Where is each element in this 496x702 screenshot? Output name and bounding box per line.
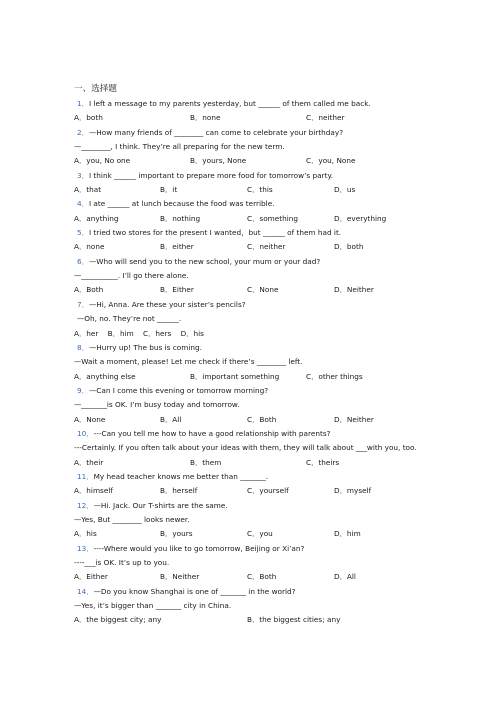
option-b: B．either <box>160 242 194 252</box>
option-d: D．Neither <box>334 285 374 295</box>
question-number: 9． <box>77 385 89 395</box>
option-d: D．Neither <box>334 414 374 424</box>
options-row <box>74 183 484 197</box>
question-number: 4． <box>77 199 89 209</box>
question-number: 1． <box>77 99 89 108</box>
question-text: I think ______ important to prepare more food for tomorrow’s party. <box>88 170 334 180</box>
option-b: B．none <box>190 113 221 123</box>
question-2 <box>74 126 484 140</box>
options-row <box>74 413 484 427</box>
option-a: A．both <box>74 113 103 123</box>
question-1 <box>74 97 484 111</box>
question-text: —Hi, Anna. Are these your sister’s pencils? <box>88 299 246 309</box>
section-title: 一、选择题 <box>74 84 117 94</box>
option-b: B．important something <box>190 371 280 381</box>
question-line: —Yes, But ________ looks newer. <box>74 514 190 524</box>
options-row <box>74 240 484 254</box>
options-row <box>74 154 484 168</box>
option-c: C．theirs <box>306 457 340 467</box>
option-a: A．Either <box>74 572 108 582</box>
options-row <box>74 212 484 226</box>
question-line: —__________. I’ll go there alone. <box>74 271 189 281</box>
options-row: A．her B．him C．hers D．his <box>74 328 204 338</box>
question-text: —Hurry up! The bus is coming. <box>88 342 202 352</box>
question-line: —Wait a moment, please! Let me check if there’s ________ left. <box>74 357 303 367</box>
option-d: D．him <box>334 529 361 539</box>
option-a: A．the biggest city; any <box>74 615 162 625</box>
question-number: 12． <box>77 500 94 510</box>
option-a: A．himself <box>74 486 113 496</box>
question-text: I left a message to my parents yesterday, but ______ of them called me back. <box>88 99 371 108</box>
question-8 <box>74 341 484 355</box>
options-row <box>74 283 484 297</box>
option-a: A．his <box>74 529 97 539</box>
options-row <box>74 456 484 470</box>
question-number: 5． <box>77 228 89 238</box>
options-row <box>74 484 484 498</box>
option-d: D．myself <box>334 486 372 496</box>
question-number: 11． <box>77 471 94 481</box>
option-b: B．Either <box>160 285 194 295</box>
option-b: B．the biggest cities; any <box>247 615 341 625</box>
question-number: 2． <box>77 127 89 137</box>
question-12 <box>74 499 484 513</box>
option-c: C．you <box>247 529 273 539</box>
option-a: A．you, No one <box>74 156 131 166</box>
question-7 <box>74 298 484 312</box>
question-line: ----___is OK. It’s up to you. <box>74 558 170 567</box>
options-row <box>74 570 484 584</box>
option-a: A．their <box>74 457 104 467</box>
question-number: 8． <box>77 342 89 352</box>
option-d: D．everything <box>334 213 387 223</box>
option-c: C．neither <box>247 242 286 252</box>
option-a: A．Both <box>74 285 104 295</box>
option-a: A．none <box>74 242 105 252</box>
question-number: 14． <box>77 586 94 596</box>
question-text: —How many friends of ________ can come to celebrate your birthday? <box>88 127 344 137</box>
question-6 <box>74 255 484 269</box>
question-number: 3． <box>77 170 89 180</box>
question-line: —Yes, it’s bigger than _______ city in China. <box>74 601 232 611</box>
question-text: —Hi. Jack. Our T-shirts are the same. <box>93 500 228 510</box>
option-a: A．anything else <box>74 371 136 381</box>
question-line: —Oh, no. They’re not ______. <box>77 314 182 324</box>
options-row <box>74 613 484 627</box>
option-b: B．herself <box>160 486 198 496</box>
question-number: 13． <box>77 543 94 553</box>
option-c: C．yourself <box>247 486 289 496</box>
question-9 <box>74 384 484 398</box>
question-text: ---Can you tell me how to have a good relationship with parents? <box>93 428 331 438</box>
options-row <box>74 111 484 125</box>
question-line: —________, I think. They’re all preparing for the new term. <box>74 142 285 152</box>
option-c: C．neither <box>306 113 345 123</box>
question-line: —_______is OK. I’m busy today and tomorrow. <box>74 400 240 410</box>
question-14 <box>74 585 484 599</box>
option-b: B．yours <box>160 529 193 539</box>
question-number: 10． <box>77 428 94 438</box>
question-4 <box>74 197 484 211</box>
worksheet <box>74 82 484 628</box>
question-text: —Can I come this evening or tomorrow morning? <box>88 385 269 395</box>
question-number: 6． <box>77 256 89 266</box>
option-c: C．other things <box>306 371 363 381</box>
option-d: D．All <box>334 572 356 582</box>
options-row <box>74 527 484 541</box>
question-text: ----Where would you like to go tomorrow, Beijing or Xi’an? <box>93 543 305 553</box>
option-b: B．yours, None <box>190 156 247 166</box>
question-11 <box>74 470 484 484</box>
question-text: —Do you know Shanghai is one of _______ in the world? <box>93 586 296 596</box>
option-d: D．both <box>334 242 364 252</box>
question-text: I ate ______ at lunch because the food was terrible. <box>88 199 275 209</box>
option-b: B．nothing <box>160 213 201 223</box>
question-10 <box>74 427 484 441</box>
option-b: B．Neither <box>160 572 200 582</box>
question-13 <box>74 542 484 556</box>
option-c: C．you, None <box>306 156 356 166</box>
option-c: C．something <box>247 213 299 223</box>
question-line: ---Certainly. If you often talk about your ideas with them, they will talk about ___with you, too. <box>74 443 417 453</box>
question-number: 7． <box>77 299 89 309</box>
question-3 <box>74 169 484 183</box>
question-5 <box>74 226 484 240</box>
option-c: C．Both <box>247 414 277 424</box>
option-b: B．them <box>190 457 222 467</box>
option-a: A．that <box>74 185 102 195</box>
question-text: I tried two stores for the present I wanted，but ______ of them had it. <box>88 228 342 238</box>
option-d: D．us <box>334 185 356 195</box>
question-text: —Who will send you to the new school, your mum or your dad? <box>88 256 321 266</box>
option-c: C．None <box>247 285 279 295</box>
option-b: B．All <box>160 414 182 424</box>
option-b: B．it <box>160 185 178 195</box>
option-a: A．None <box>74 414 106 424</box>
options-row <box>74 370 484 384</box>
option-c: C．this <box>247 185 273 195</box>
option-a: A．anything <box>74 213 119 223</box>
question-text: My head teacher knows me better than _______. <box>93 471 269 481</box>
option-c: C．Both <box>247 572 277 582</box>
